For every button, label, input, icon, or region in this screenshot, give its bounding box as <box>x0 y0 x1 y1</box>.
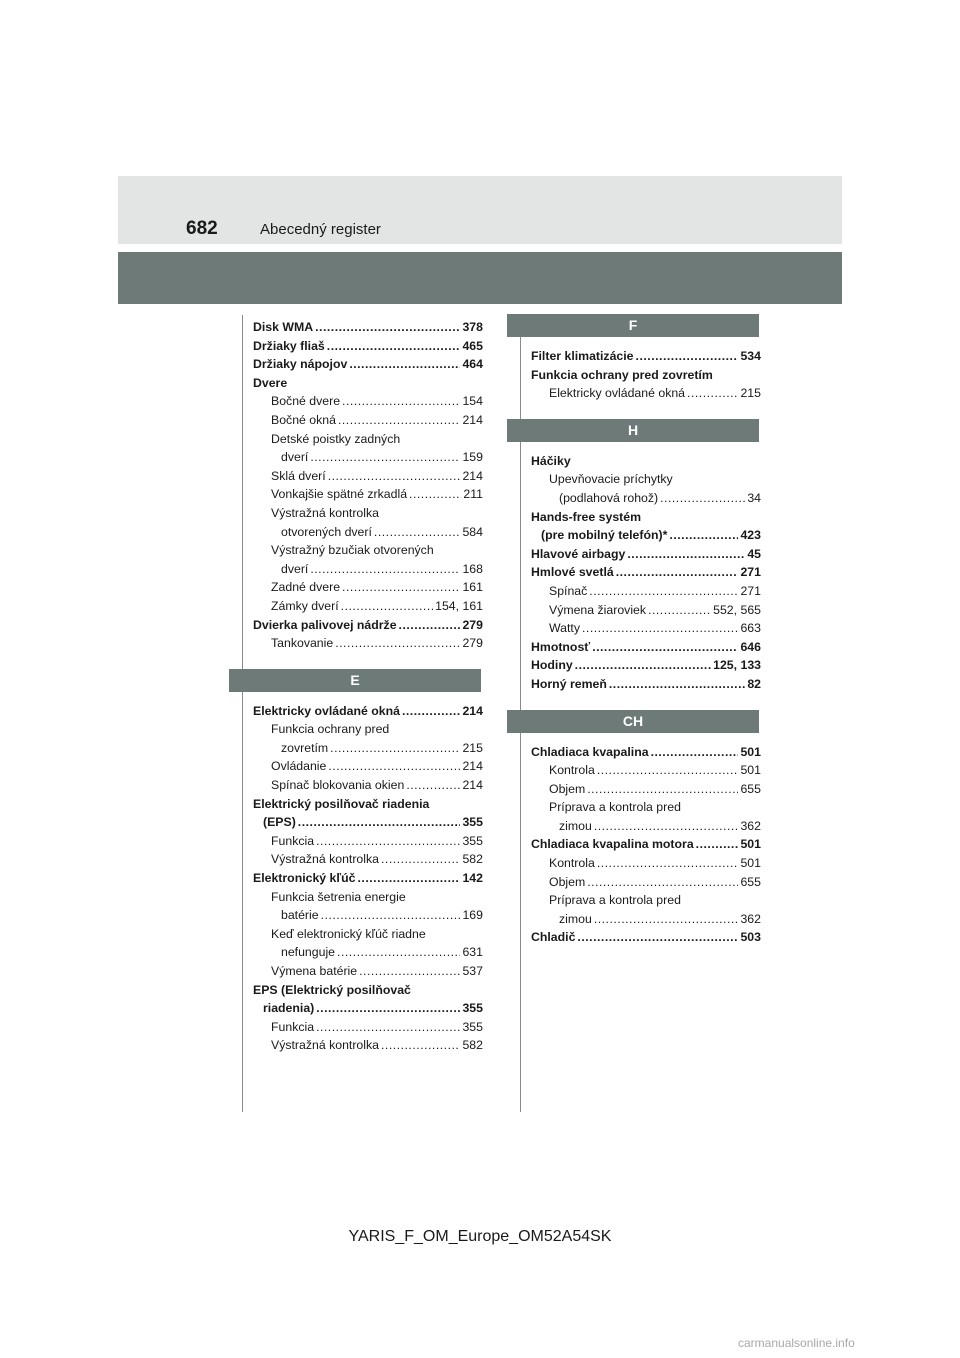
entry-label: Spínač blokovania okien <box>271 778 405 793</box>
dot-leader <box>648 601 711 620</box>
index-entry[interactable] <box>531 526 761 545</box>
entry-label: Držiaky fliaš <box>253 338 325 353</box>
dot-leader <box>594 817 739 836</box>
dot-leader <box>597 854 739 873</box>
entry-label: Funkcia ochrany pred zovretím <box>531 367 713 382</box>
entry-page: 214 <box>462 468 483 483</box>
entry-label: Funkcia <box>271 833 315 848</box>
index-entry[interactable] <box>253 739 483 758</box>
entry-page: 154 <box>462 394 483 409</box>
index-entry[interactable] <box>253 430 483 449</box>
page-number: 682 <box>186 218 218 239</box>
index-entry[interactable] <box>531 743 761 762</box>
entry-label: Upevňovacie príchytky <box>549 472 673 487</box>
entry-label: Hmlové svetlá <box>531 565 614 580</box>
index-entry[interactable] <box>253 702 483 721</box>
dot-leader <box>402 702 461 721</box>
dot-leader <box>359 962 460 981</box>
entry-label: Objem <box>549 781 586 796</box>
entry-label: Výmena žiaroviek <box>549 602 647 617</box>
dot-leader <box>409 485 461 504</box>
dot-leader <box>342 578 460 597</box>
index-entry[interactable] <box>531 366 761 385</box>
index-entry[interactable] <box>253 392 483 411</box>
entry-label: Výstražná kontrolka <box>271 505 379 520</box>
entry-page: 631 <box>462 945 483 960</box>
index-column-right <box>531 318 761 947</box>
index-entry[interactable] <box>531 891 761 910</box>
entry-label: batérie <box>281 908 319 923</box>
index-entry[interactable] <box>531 508 761 527</box>
entry-page: 159 <box>462 450 483 465</box>
dot-leader <box>381 1036 460 1055</box>
section-letter-band: E <box>229 669 481 692</box>
dot-leader <box>627 545 745 564</box>
entry-page: 584 <box>462 524 483 539</box>
dot-leader <box>609 675 745 694</box>
entry-label: Dvierka palivovej nádrže <box>253 617 397 632</box>
index-entry[interactable] <box>253 541 483 560</box>
header-top <box>118 176 842 244</box>
entry-label: Spínač <box>549 583 588 598</box>
index-entry[interactable] <box>531 780 761 799</box>
entry-label: Chladiaca kvapalina motora <box>531 837 694 852</box>
index-entry[interactable] <box>531 619 761 638</box>
dot-leader <box>330 739 460 758</box>
index-entry[interactable] <box>531 638 761 657</box>
entry-label: Watty <box>549 621 580 636</box>
entry-page: 362 <box>740 911 761 926</box>
index-entry[interactable] <box>531 675 761 694</box>
entry-label: Funkcia ochrany pred <box>271 722 390 737</box>
entry-label: zimou <box>559 818 592 833</box>
index-entry[interactable] <box>253 616 483 635</box>
dot-leader <box>316 999 460 1018</box>
dot-leader <box>616 563 739 582</box>
index-entry[interactable] <box>253 337 483 356</box>
entry-label: Dvere <box>253 375 288 390</box>
index-entry[interactable] <box>253 485 483 504</box>
entry-page: 214 <box>462 412 483 427</box>
dot-leader <box>651 743 739 762</box>
entry-page: 501 <box>740 837 761 852</box>
index-entry[interactable] <box>253 467 483 486</box>
entry-label: Funkcia šetrenia energie <box>271 889 406 904</box>
entry-page: 45 <box>747 546 761 561</box>
entry-page: 125, 133 <box>713 658 761 673</box>
entry-label: Disk WMA <box>253 320 314 334</box>
index-entry[interactable] <box>253 578 483 597</box>
entry-label: dverí <box>281 450 309 465</box>
entry-page: 271 <box>740 565 761 580</box>
entry-page: 501 <box>740 744 761 759</box>
index-entry[interactable] <box>531 601 761 620</box>
dot-leader <box>575 656 711 675</box>
dot-leader <box>310 448 460 467</box>
entry-label: riadenia) <box>263 1001 315 1016</box>
dot-leader <box>349 355 460 374</box>
dot-leader <box>321 906 461 925</box>
entry-label: Ovládanie <box>271 759 327 774</box>
index-entry[interactable] <box>253 355 483 374</box>
index-entry[interactable] <box>253 776 483 795</box>
entry-label: Keď elektronický kľúč riadne <box>271 926 426 941</box>
dot-leader <box>399 616 461 635</box>
entry-page: 154, 161 <box>435 598 483 613</box>
entry-page: 646 <box>740 639 761 654</box>
dot-leader <box>328 757 460 776</box>
entry-label: Výstražná kontrolka <box>271 852 379 867</box>
index-entry[interactable] <box>253 448 483 467</box>
index-entry[interactable] <box>531 347 761 366</box>
page-title: Abecedný register <box>260 221 381 238</box>
index-entry[interactable] <box>253 523 483 542</box>
index-entry[interactable] <box>253 560 483 579</box>
index-entry[interactable] <box>531 563 761 582</box>
entry-page: 271 <box>740 583 761 598</box>
index-entry[interactable] <box>531 452 761 471</box>
entry-label: Chladič <box>531 930 576 945</box>
entry-page: 582 <box>462 1038 483 1053</box>
entry-page: 552, 565 <box>713 602 761 617</box>
column-divider-left <box>242 315 243 1112</box>
dot-leader <box>337 943 460 962</box>
dot-leader <box>316 832 460 851</box>
dot-leader <box>381 850 460 869</box>
dot-leader <box>327 337 461 356</box>
index-entry[interactable] <box>253 1036 483 1055</box>
index-column-left <box>253 318 483 1055</box>
index-entry[interactable] <box>253 374 483 393</box>
entry-label: Výstražná kontrolka <box>271 1038 379 1053</box>
entry-page: 355 <box>462 833 483 848</box>
entry-page: 214 <box>462 759 483 774</box>
entry-label: Elektronický kľúč <box>253 871 356 886</box>
dot-leader <box>315 318 460 337</box>
index-entry[interactable] <box>253 999 483 1018</box>
entry-label: Horný remeň <box>531 676 607 691</box>
dot-leader <box>589 582 738 601</box>
index-entry[interactable] <box>253 318 483 337</box>
index-entry[interactable] <box>531 582 761 601</box>
index-entry[interactable] <box>531 835 761 854</box>
entry-page: 378 <box>462 320 483 334</box>
entry-label: dverí <box>281 561 309 576</box>
dot-leader <box>687 384 738 403</box>
entry-page: 168 <box>462 561 483 576</box>
dot-leader <box>577 928 738 947</box>
entry-label: Detské poistky zadných <box>271 431 401 446</box>
index-entry[interactable] <box>531 489 761 508</box>
entry-page: 161 <box>462 580 483 595</box>
entry-page: 34 <box>747 490 761 505</box>
dot-leader <box>316 1018 460 1037</box>
entry-label: Chladiaca kvapalina <box>531 744 649 759</box>
entry-label: Výmena batérie <box>271 964 358 978</box>
index-entry[interactable] <box>253 981 483 1000</box>
entry-page: 582 <box>462 852 483 867</box>
index-entry[interactable] <box>253 411 483 430</box>
index-entry[interactable] <box>253 813 483 832</box>
index-entry[interactable] <box>253 504 483 523</box>
index-entry[interactable] <box>531 854 761 873</box>
index-entry[interactable] <box>531 656 761 675</box>
index-entry[interactable] <box>531 873 761 892</box>
dot-leader <box>328 467 461 486</box>
dot-leader <box>594 910 739 929</box>
dot-leader <box>696 835 739 854</box>
entry-label: Funkcia <box>271 1019 315 1034</box>
entry-page: 655 <box>740 781 761 796</box>
index-entry[interactable] <box>253 795 483 814</box>
entry-label: Tankovanie <box>271 636 334 651</box>
entry-label: Elektrický posilňovač riadenia <box>253 796 430 811</box>
index-entry[interactable] <box>253 832 483 851</box>
entry-page: 423 <box>740 528 761 543</box>
entry-label: (pre mobilný telefón)* <box>541 528 668 543</box>
entry-label: Hodiny <box>531 658 573 673</box>
entry-label: Elektricky ovládané okná <box>549 386 686 401</box>
dot-leader <box>406 776 460 795</box>
dot-leader <box>357 869 460 888</box>
entry-page: 355 <box>462 815 483 830</box>
entry-label: Príprava a kontrola pred <box>549 893 681 908</box>
entry-label: Príprava a kontrola pred <box>549 800 681 815</box>
entry-label: Sklá dverí <box>271 468 326 483</box>
index-entry[interactable] <box>253 597 483 616</box>
watermark: carmanualsonline.info <box>738 1336 855 1350</box>
entry-page: 537 <box>462 964 483 978</box>
entry-label: (podlahová rohož) <box>559 490 659 505</box>
entry-label: Elektricky ovládané okná <box>253 703 400 718</box>
dot-leader <box>335 634 460 653</box>
entry-label: otvorených dverí <box>281 524 372 539</box>
section-letter-band: H <box>507 419 759 442</box>
entry-label: Kontrola <box>549 763 595 778</box>
entry-page: 279 <box>462 617 483 632</box>
entry-page: 501 <box>740 856 761 871</box>
entry-label: Bočné okná <box>271 412 336 427</box>
entry-label: Bočné dvere <box>271 394 341 409</box>
entry-page: 503 <box>740 930 761 945</box>
index-entry[interactable] <box>253 1018 483 1037</box>
entry-page: 355 <box>462 1001 483 1016</box>
dot-leader <box>597 761 739 780</box>
index-entry[interactable] <box>253 925 483 944</box>
dot-leader <box>342 392 460 411</box>
entry-label: Vonkajšie spätné zrkadlá <box>271 487 408 502</box>
entry-label: Držiaky nápojov <box>253 357 348 372</box>
entry-page: 362 <box>740 818 761 833</box>
section-letter-band: CH <box>507 710 759 733</box>
entry-page: 464 <box>462 357 483 372</box>
dot-leader <box>636 347 739 366</box>
entry-page: 214 <box>462 703 483 718</box>
entry-label: Háčiky <box>531 453 571 468</box>
index-entry[interactable] <box>253 906 483 925</box>
entry-label: Výstražný bzučiak otvorených <box>271 543 434 558</box>
entry-page: 142 <box>462 871 483 886</box>
entry-label: Zadné dvere <box>271 580 341 595</box>
index-entry[interactable] <box>531 545 761 564</box>
index-entry[interactable] <box>531 928 761 947</box>
entry-label: Hlavové airbagy <box>531 546 626 561</box>
index-entry[interactable] <box>253 943 483 962</box>
dot-leader <box>374 523 461 542</box>
entry-label: Objem <box>549 874 586 889</box>
entry-label: Filter klimatizácie <box>531 349 634 363</box>
index-entry[interactable] <box>253 634 483 653</box>
entry-page: 355 <box>462 1019 483 1034</box>
dot-leader <box>592 638 738 657</box>
entry-page: 215 <box>462 740 483 755</box>
dot-leader <box>341 597 433 616</box>
entry-page: 215 <box>740 386 761 401</box>
index-entry[interactable] <box>531 761 761 780</box>
entry-label: Zámky dverí <box>271 598 339 613</box>
entry-page: 211 <box>463 487 483 502</box>
entry-label: Kontrola <box>549 856 595 871</box>
dot-leader <box>582 619 738 638</box>
entry-label: zovretím <box>281 740 329 755</box>
index-entry[interactable] <box>253 757 483 776</box>
dot-leader <box>338 411 461 430</box>
index-entry[interactable] <box>531 817 761 836</box>
entry-page: 465 <box>462 338 483 353</box>
dot-leader <box>669 526 738 545</box>
index-entry[interactable] <box>531 798 761 817</box>
entry-label: zimou <box>559 911 592 926</box>
index-entry[interactable] <box>253 962 483 981</box>
entry-page: 214 <box>462 778 483 793</box>
entry-label: EPS (Elektrický posilňovač <box>253 982 411 997</box>
index-entry[interactable] <box>531 910 761 929</box>
entry-label: nefunguje <box>281 945 336 960</box>
header-bar <box>118 252 842 304</box>
dot-leader <box>587 873 738 892</box>
entry-page: 169 <box>462 908 483 923</box>
dot-leader <box>310 560 460 579</box>
entry-page: 279 <box>462 636 483 651</box>
entry-label: (EPS) <box>263 815 296 830</box>
entry-page: 534 <box>740 349 761 363</box>
index-entry[interactable] <box>253 888 483 907</box>
section-letter-band: F <box>507 314 759 337</box>
entry-label: Hands-free systém <box>531 509 642 524</box>
dot-leader <box>298 813 461 832</box>
entry-page: 82 <box>747 676 761 691</box>
index-entry[interactable] <box>253 869 483 888</box>
index-entry[interactable] <box>531 470 761 489</box>
entry-page: 501 <box>740 763 761 778</box>
dot-leader <box>660 489 745 508</box>
index-entry[interactable] <box>253 850 483 869</box>
entry-page: 655 <box>740 874 761 889</box>
index-entry[interactable] <box>531 384 761 403</box>
footer-doc-id: YARIS_F_OM_Europe_OM52A54SK <box>348 1228 612 1245</box>
dot-leader <box>587 780 738 799</box>
index-entry[interactable] <box>253 720 483 739</box>
entry-page: 663 <box>740 621 761 636</box>
entry-label: Hmotnosť <box>531 639 591 654</box>
